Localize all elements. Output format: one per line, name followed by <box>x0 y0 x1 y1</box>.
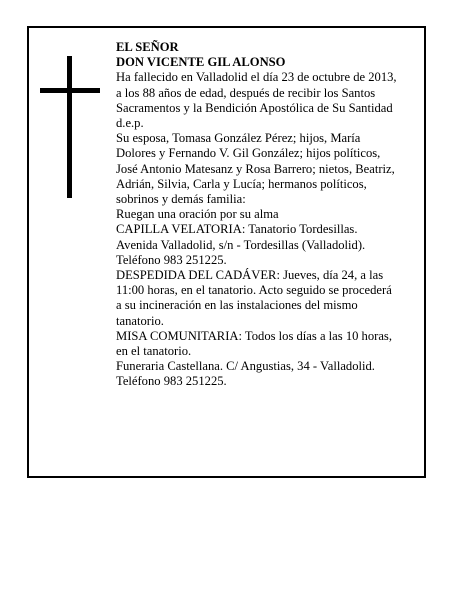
notice-line: Ha fallecido en Valladolid el día 23 de octubre de 2013, <box>116 70 397 85</box>
notice-line: DESPEDIDA DEL CADÁVER: Jueves, día 24, a las <box>116 268 384 283</box>
cross-icon <box>40 56 100 198</box>
notice-line: 11:00 horas, en el tanatorio. Acto seguido se procederá <box>116 283 392 298</box>
notice-text <box>116 40 426 390</box>
obituary-notice <box>27 26 426 478</box>
notice-line: Dolores y Fernando V. Gil González; hijos políticos, <box>116 146 381 161</box>
notice-line: CAPILLA VELATORIA: Tanatorio Tordesillas. <box>116 222 358 237</box>
notice-line: sobrinos y demás familia: <box>116 192 246 207</box>
notice-line: Su esposa, Tomasa González Pérez; hijos, María <box>116 131 361 146</box>
notice-line: en el tanatorio. <box>116 344 192 359</box>
notice-line: tanatorio. <box>116 313 164 328</box>
notice-line: Avenida Valladolid, s/n - Tordesillas (Valladolid). <box>116 237 366 252</box>
cross-horizontal-bar <box>40 88 100 93</box>
notice-line: d.e.p. <box>116 116 144 131</box>
notice-line: Teléfono 983 251225. <box>116 374 227 389</box>
cross-vertical-bar <box>67 56 72 198</box>
notice-line: a los 88 años de edad, después de recibir los Santos <box>116 85 376 100</box>
notice-line: Ruegan una oración por su alma <box>116 207 279 222</box>
notice-line: Teléfono 983 251225. <box>116 252 227 267</box>
notice-line: José Antonio Matesanz y Rosa Barrero; nietos, Beatriz, <box>116 161 395 176</box>
notice-line: Funeraria Castellana. C/ Angustias, 34 - Valladolid. <box>116 359 375 374</box>
notice-line: MISA COMUNITARIA: Todos los días a las 10 horas, <box>116 328 392 343</box>
notice-title: EL SEÑOR <box>116 40 179 54</box>
deceased-name: DON VICENTE GIL ALONSO <box>116 55 286 70</box>
notice-line: Sacramentos y la Bendición Apostólica de Su Santidad <box>116 100 393 115</box>
notice-line: Adrián, Silvia, Carla y Lucía; hermanos políticos, <box>116 176 367 191</box>
notice-line: a su incineración en las instalaciones del mismo <box>116 298 358 313</box>
